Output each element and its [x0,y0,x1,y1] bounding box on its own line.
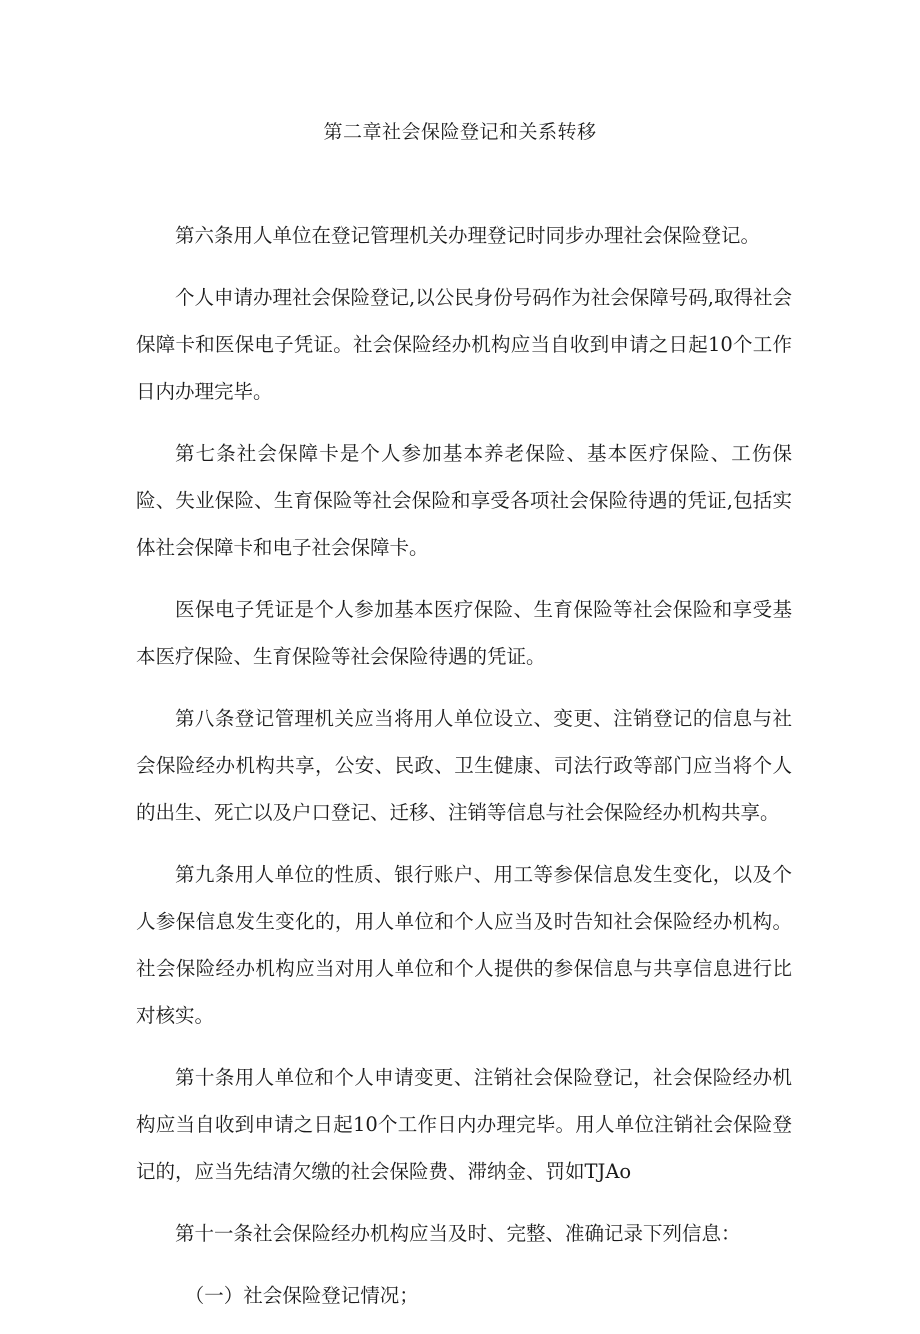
list-item-1: （一）社会保险登记情况； [184,1284,419,1307]
document-body [136,212,792,1334]
paragraph-medical-e-voucher: 医保电子凭证是个人参加基本医疗保险、生育保险等社会保险和享受基本医疗保险、生育保险等社会保险待遇的凭证。 [136,598,792,668]
chapter-title: 第二章社会保险登记和关系转移 [323,121,597,143]
paragraph-article-8: 第八条登记管理机关应当将用人单位设立、变更、注销登记的信息与社会保险经办机构共享，公安、民政、卫生健康、司法行政等部门应当将个人的出生、死亡以及户口登记、迁移、注销等信息与社会保险经办机构共享。 [136,707,792,824]
paragraph-personal-registration: 个人申请办理社会保险登记,以公民身份号码作为社会保障号码,取得社会保障卡和医保电子凭证。社会保险经办机构应当自收到申请之日起10个工作日内办理完毕。 [136,286,792,403]
paragraph-article-9: 第九条用人单位的性质、银行账户、用工等参保信息发生变化，以及个人参保信息发生变化的，用人单位和个人应当及时告知社会保险经办机构。社会保险经办机构应当对用人单位和个人提供的参保信息与共享信息进行比对核实。 [136,863,792,1027]
paragraph-article-6: 第六条用人单位在登记管理机关办理登记时同步办理社会保险登记。 [175,224,761,247]
paragraph-article-7: 第七条社会保障卡是个人参加基本养老保险、基本医疗保险、工伤保险、失业保险、生育保险等社会保险和享受各项社会保险待遇的凭证,包括实体社会保障卡和电子社会保障卡。 [136,442,792,559]
paragraph-article-10: 第十条用人单位和个人申请变更、注销社会保险登记，社会保险经办机构应当自收到申请之日起10个工作日内办理完毕。用人单位注销社会保险登记的，应当先结清欠缴的社会保险费、滞纳金、罚如TJAo [136,1066,792,1183]
paragraph-article-11: 第十一条社会保险经办机构应当及时、完整、准确记录下列信息： [175,1222,741,1245]
